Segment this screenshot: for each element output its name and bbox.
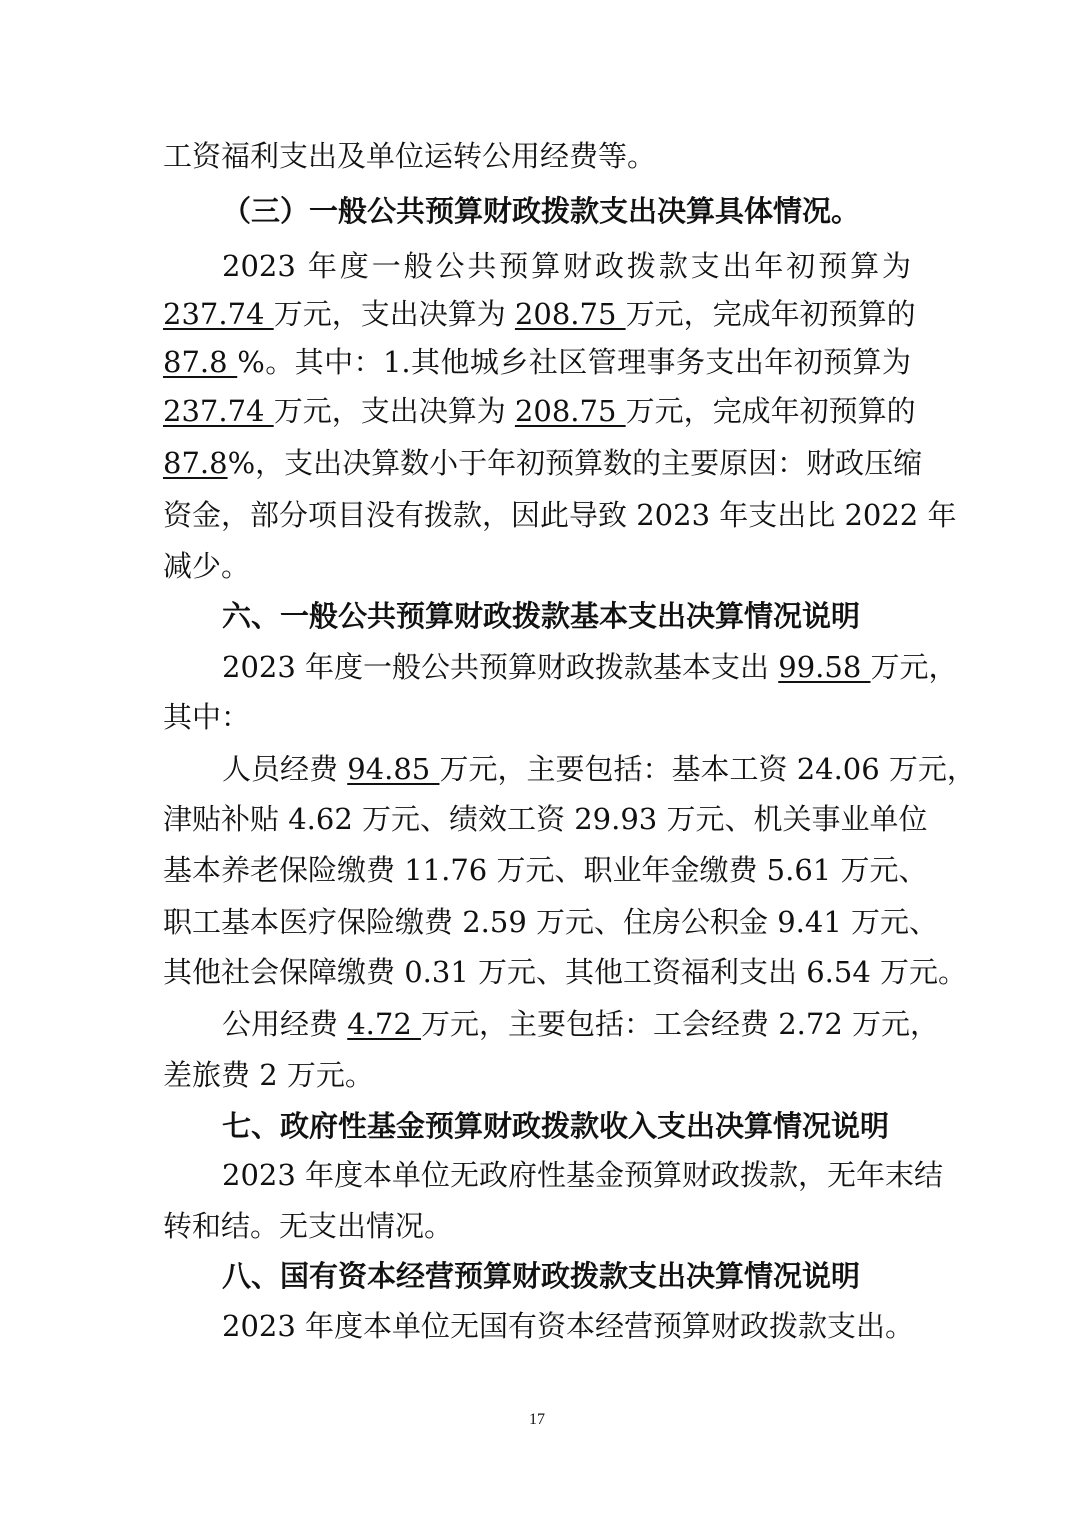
completion-rate: 87.8 <box>163 345 238 379</box>
public-expense-amount: 4.72 <box>347 1007 422 1041</box>
text-line: 2023 年度本单位无政府性基金预算财政拨款，无年末结 <box>222 1158 944 1192</box>
completion-rate: 87.8 <box>163 446 228 480</box>
text-segment: 万元，完成年初预算的 <box>625 297 916 331</box>
paragraph-line <box>163 902 939 942</box>
text-line: 其中： <box>163 700 251 734</box>
paragraph-line <box>163 342 911 382</box>
text-segment: 万元，支出决算为 <box>273 297 515 331</box>
final-amount: 208.75 <box>514 394 626 428</box>
paragraph-line <box>222 647 958 687</box>
text-line: 津贴补贴 4.62 万元、绩效工资 29.93 万元、机关事业单位 <box>163 802 928 836</box>
budget-amount: 237.74 <box>163 394 274 428</box>
section-heading <box>222 1256 911 1296</box>
paragraph-line <box>163 1206 911 1246</box>
text-line: 其他社会保障缴费 0.31 万元、其他工资福利支出 6.54 万元。 <box>163 955 968 989</box>
paragraph-line <box>163 1055 911 1095</box>
paragraph-line <box>163 546 911 586</box>
text-line: 职工基本医疗保险缴费 2.59 万元、住房公积金 9.41 万元、 <box>163 905 939 939</box>
text-segment: 万元， <box>870 650 958 684</box>
text-line: 基本养老保险缴费 11.76 万元、职业年金缴费 5.61 万元、 <box>163 853 928 887</box>
text-line: 减少。 <box>163 549 251 583</box>
subsection-heading-text: （三）一般公共预算财政拨款支出决算具体情况。 <box>222 194 861 228</box>
section-heading <box>222 1106 911 1146</box>
text-segment: %。其中：1.其他城乡社区管理事务支出年初预算为 <box>237 345 911 379</box>
page-number: 17 <box>529 1411 545 1428</box>
text-segment: 万元，完成年初预算的 <box>625 394 916 428</box>
paragraph-line <box>222 1155 944 1195</box>
section-heading-text: 八、国有资本经营预算财政拨款支出决算情况说明 <box>222 1259 861 1293</box>
personnel-expense-amount: 94.85 <box>347 752 440 786</box>
final-amount: 208.75 <box>514 297 626 331</box>
paragraph-line <box>163 697 911 737</box>
text-line: 转和结。无支出情况。 <box>163 1209 454 1243</box>
text-segment: 人员经费 <box>222 752 348 786</box>
text-line: 工资福利支出及单位运转公用经费等。 <box>163 139 657 173</box>
text-segment: 公用经费 <box>222 1007 348 1041</box>
section-heading <box>222 596 911 636</box>
section-heading-text: 六、一般公共预算财政拨款基本支出决算情况说明 <box>222 599 861 633</box>
text-segment: 万元，主要包括：工会经费 2.72 万元， <box>421 1007 940 1041</box>
paragraph-line <box>163 294 916 334</box>
paragraph-line <box>163 850 928 890</box>
paragraph-line <box>163 495 957 535</box>
paragraph-line <box>222 246 911 286</box>
text-segment: 万元，支出决算为 <box>273 394 515 428</box>
paragraph-line <box>222 1004 940 1044</box>
text-segment: 万元，主要包括：基本工资 24.06 万元， <box>439 752 976 786</box>
text-line: 2023 年度本单位无国有资本经营预算财政拨款支出。 <box>222 1309 915 1343</box>
text-segment: 2023 年度一般公共预算财政拨款基本支出 <box>222 650 779 684</box>
text-line: 2023 年度一般公共预算财政拨款支出年初预算为 <box>222 249 911 283</box>
paragraph-line <box>163 799 928 839</box>
text-line: 差旅费 2 万元。 <box>163 1058 374 1092</box>
paragraph-line <box>163 443 923 483</box>
paragraph-line <box>222 1306 915 1346</box>
budget-amount: 237.74 <box>163 297 274 331</box>
basic-expenditure-amount: 99.58 <box>778 650 871 684</box>
text-segment: %，支出决算数小于年初预算数的主要原因：财政压缩 <box>227 446 923 480</box>
section-heading-text: 七、政府性基金预算财政拨款收入支出决算情况说明 <box>222 1109 890 1143</box>
paragraph-line <box>163 952 968 992</box>
paragraph-line <box>163 136 911 176</box>
subsection-heading <box>222 191 911 231</box>
paragraph-line <box>163 391 916 431</box>
text-line: 资金，部分项目没有拨款，因此导致 2023 年支出比 2022 年 <box>163 498 957 532</box>
paragraph-line <box>222 749 976 789</box>
